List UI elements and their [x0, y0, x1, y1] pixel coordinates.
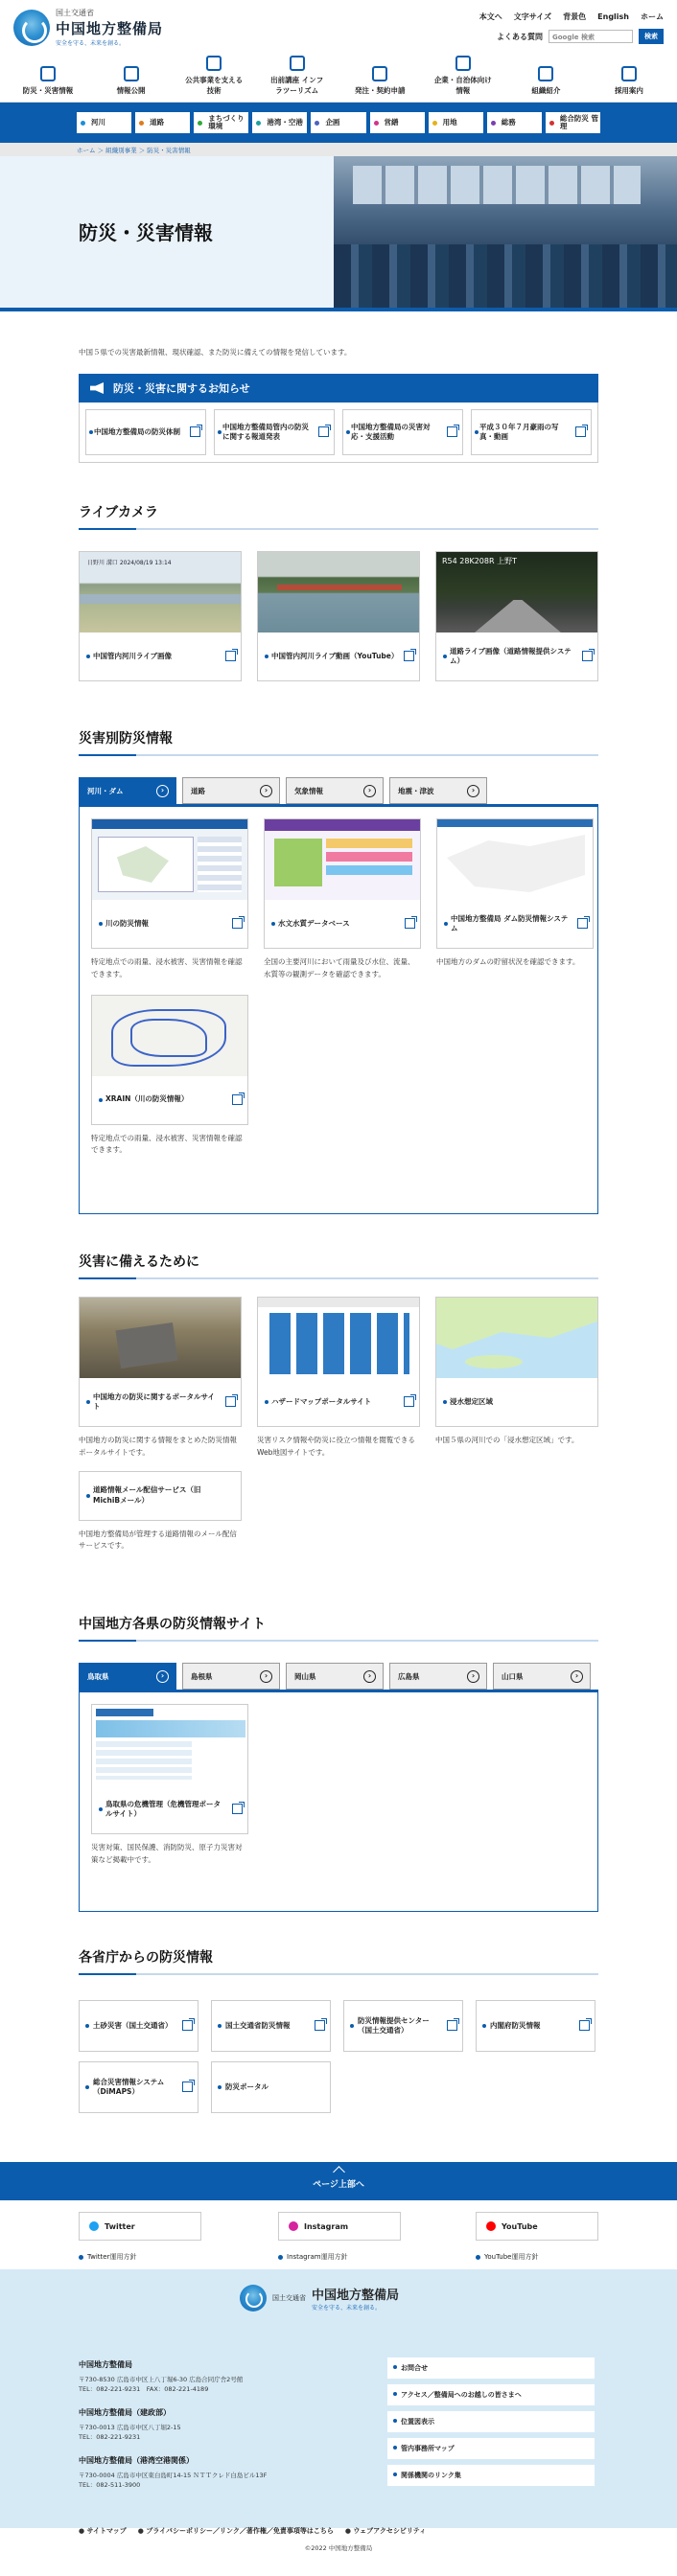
footer-link-access[interactable]: アクセス／整備局へのお越しの皆さまへ — [387, 2384, 595, 2405]
external-link-icon — [232, 918, 243, 929]
section-heading-live: ライブカメラ — [79, 502, 598, 530]
instagram-icon — [289, 2221, 298, 2231]
logo-mark-icon — [13, 10, 50, 46]
instagram-button[interactable]: Instagram — [278, 2212, 401, 2241]
site-header — [0, 0, 677, 53]
tab-hiroshima[interactable]: 広島県 › — [389, 1663, 487, 1690]
info-card[interactable]: 川の防災情報 — [91, 818, 248, 949]
faq-link[interactable]: よくある質問 — [497, 32, 543, 41]
category-6[interactable]: 営繕 — [370, 112, 425, 133]
category-dot-icon — [81, 121, 85, 126]
external-link-icon — [579, 2020, 590, 2031]
office-address: 中国地方整備局（建政部） 〒730-0013 広島市中区八丁堀2-15 TEL：082-221-9231 — [79, 2408, 181, 2442]
gnav-item-disaster[interactable]: 防災・災害情報 — [19, 53, 77, 102]
footer-link-related[interactable]: 関係機関のリンク集 — [387, 2465, 595, 2486]
tab-panel-tottori — [79, 1690, 598, 1912]
warning-icon — [40, 66, 56, 81]
company-icon — [455, 56, 471, 71]
section-heading-prepare: 災害に備えるために — [79, 1252, 598, 1279]
info-card[interactable]: 鳥取県の危機管理（危機管理ポータルサイト） — [91, 1704, 248, 1834]
live-camera-card[interactable]: 日野川 溝口 2024/08/19 13:14 中国管内河川ライブ画像 — [79, 551, 242, 681]
sitemap-link[interactable]: ● サイトマップ — [79, 2526, 127, 2536]
tab-river-dam[interactable]: 河川・ダム › — [79, 777, 176, 804]
breadcrumb[interactable]: ホーム ＞ 組織別事業 ＞ 防災・災害情報 — [0, 143, 677, 156]
bus-icon — [290, 56, 305, 71]
footer-link-contact[interactable]: お問合せ — [387, 2358, 595, 2379]
tab-okayama[interactable]: 岡山県 › — [286, 1663, 384, 1690]
intro-text: 中国５県での災害最新情報、現状確認、また防災に備えての情報を発信しています。 — [79, 348, 352, 356]
river-video-image — [258, 552, 419, 632]
external-link-icon — [447, 2020, 457, 2031]
info-card-desc: 中国地方のダムの貯留状況を確認できます。 — [436, 957, 580, 966]
info-card[interactable]: 中国地方の防災に関するポータルサイト — [79, 1297, 242, 1427]
info-card-desc: 中国地方の防災に関する情報をまとめた防災情報ポータルサイトです。 — [79, 1436, 237, 1457]
info-card[interactable]: 道路情報メール配信サービス（旧MichiBメール） — [79, 1471, 242, 1521]
category-dot-icon — [374, 121, 379, 126]
notice-link[interactable]: 中国地方整備局の災害対応・支援活動 — [342, 409, 463, 455]
gnav-item-lecture[interactable]: 出前講座 インフラツーリズム — [268, 53, 326, 102]
util-link-home[interactable]: ホーム — [641, 12, 664, 21]
notice-title: 防災・災害に関するお知らせ — [113, 382, 250, 395]
util-link-fontsize[interactable]: 文字サイズ — [513, 12, 552, 21]
external-link-icon — [404, 651, 414, 661]
youtube-icon — [486, 2221, 496, 2231]
section-heading-disaster: 災害別防災情報 — [79, 728, 598, 756]
disaster-site-photo — [80, 1298, 241, 1378]
external-link-icon — [225, 651, 236, 661]
tab-road[interactable]: 道路 › — [182, 777, 280, 804]
category-dot-icon — [256, 121, 261, 126]
footer-logo[interactable]: 国土交通省 中国地方整備局 安全を守る、未来を創る。 — [240, 2285, 399, 2312]
office-address: 中国地方整備局 〒730-8530 広島市中区上八丁堀6-30 広島合同庁舎2号館 TEL：082-221-9231 FAX：082-221-4189 — [79, 2360, 244, 2394]
twitter-policy-link[interactable]: Twitter運用方針 — [79, 2252, 136, 2262]
section-heading-prefectures: 中国地方各県の防災情報サイト — [79, 1614, 598, 1642]
page-top-button[interactable]: ページ上部へ — [0, 2162, 677, 2200]
accessibility-link[interactable]: ● ウェブアクセシビリティ — [345, 2526, 426, 2536]
info-card[interactable]: 中国地方整備局 ダム防災情報システム — [436, 818, 594, 949]
pen-icon — [372, 66, 387, 81]
category-dot-icon — [432, 121, 437, 126]
external-link-icon — [315, 2020, 325, 2031]
site-logo[interactable] — [13, 8, 163, 47]
instagram-policy-link[interactable]: Instagram運用方針 — [278, 2252, 348, 2262]
notice-link[interactable]: 中国地方整備局の防災体制 — [85, 409, 206, 455]
search-button[interactable]: 検索 — [639, 29, 664, 44]
twitter-button[interactable]: Twitter — [79, 2212, 201, 2241]
footer-bottom-nav — [79, 2526, 426, 2536]
office-address: 中国地方整備局（港湾空港関係） 〒730-0004 広島市中区東白島町14-15 ＮＴＴクレド白島ビル13F TEL：082-511-3900 — [79, 2456, 268, 2490]
search-input[interactable]: Google 検索 — [549, 30, 633, 43]
info-card[interactable]: ハザードマップポータルサイト — [257, 1297, 420, 1427]
info-card-desc: 中国５県の河川での「浸水想定区域」です。 — [435, 1436, 579, 1444]
road-camera-image: R54 28K208R 上野T — [436, 552, 597, 632]
external-link-icon — [447, 426, 457, 437]
ministry-link[interactable]: 防災ポータル — [211, 2061, 331, 2113]
youtube-button[interactable]: YouTube — [476, 2212, 598, 2241]
document-icon — [124, 66, 139, 81]
gnav-item-contract[interactable]: 発注・契約申請 — [351, 53, 409, 102]
external-link-icon — [232, 1804, 243, 1814]
external-link-icon — [182, 2082, 193, 2092]
live-camera-card[interactable]: 中国管内河川ライブ動画（YouTube） — [257, 551, 420, 681]
xrain-map-image — [92, 996, 247, 1076]
category-1[interactable]: 河川 — [77, 112, 131, 133]
hero-photo-disaster-room — [334, 156, 677, 311]
water-quality-db-image — [265, 819, 420, 900]
category-5[interactable]: 企画 — [311, 112, 365, 133]
info-card[interactable]: XRAIN（川の防災情報） — [91, 995, 248, 1125]
logo-mark-icon — [240, 2285, 267, 2312]
dam-system-map-image — [437, 819, 593, 900]
category-3[interactable]: まちづくり 環境 — [194, 112, 248, 133]
flood-area-map-image — [436, 1298, 597, 1378]
util-link-skip[interactable]: 本文へ — [479, 12, 502, 21]
category-8[interactable]: 総務 — [487, 112, 542, 133]
notice-box — [79, 374, 598, 463]
page-hero — [0, 156, 677, 311]
tab-weather[interactable]: 気象情報 › — [286, 777, 384, 804]
category-9[interactable]: 総合防災 管理 — [546, 112, 600, 133]
footer-link-location[interactable]: 位置図表示 — [387, 2411, 595, 2432]
river-info-map-image — [92, 819, 247, 900]
tottori-crisis-portal-image — [92, 1705, 247, 1785]
notice-link[interactable]: 平成３０年７月豪雨の写真・動画 — [471, 409, 592, 455]
ministry-link[interactable]: 防災情報提供センター（国土交通省） — [343, 2000, 463, 2052]
external-link-icon — [232, 1094, 243, 1105]
info-card-desc: 全国の主要河川において雨量及び水位、流量、水質等の観測データを確認できます。 — [264, 957, 415, 978]
youtube-policy-link[interactable]: YouTube運用方針 — [476, 2252, 538, 2262]
live-camera-card[interactable]: R54 28K208R 上野T 道路ライブ画像（道路情報提供システム） — [435, 551, 598, 681]
gnav-item-organization[interactable]: 組織紹介 — [517, 53, 574, 102]
category-dot-icon — [491, 121, 496, 126]
person-icon — [621, 66, 637, 81]
org-chart-icon — [538, 66, 553, 81]
logo-org-small: 国土交通省 — [56, 9, 94, 17]
info-card-desc: 特定地点での雨量、浸水被害、災害情報を確認できます。 — [91, 1133, 243, 1155]
hazard-map-portal-image — [258, 1298, 419, 1378]
global-nav — [0, 53, 677, 103]
external-link-icon — [582, 651, 593, 661]
external-link-icon — [405, 918, 415, 929]
copyright: ©2022 中国地方整備局 — [304, 2544, 373, 2552]
sns-area — [0, 2200, 677, 2269]
util-link-bgcolor[interactable]: 背景色 — [563, 12, 587, 21]
ministry-link[interactable]: 総合災害情報システム（DiMAPS） — [79, 2061, 198, 2113]
category-bar — [0, 103, 677, 143]
info-card-desc: 特定地点での雨量、浸水被害、災害情報を確認できます。 — [91, 957, 243, 978]
category-dot-icon — [315, 121, 319, 126]
tab-panel-river-dam — [79, 804, 598, 1214]
info-card[interactable]: 浸水想定区域 — [435, 1297, 598, 1427]
footer-link-office-map[interactable]: 管内事務所マップ — [387, 2438, 595, 2459]
external-link-icon — [404, 1396, 414, 1407]
info-card-desc: 災害リスク情報や防災に役立つ情報を閲覧できるWeb地図サイトです。 — [257, 1436, 415, 1457]
twitter-icon — [89, 2221, 99, 2231]
tab-earthquake[interactable]: 地震・津波 › — [389, 777, 487, 804]
logo-tagline: 安全を守る、未来を創る。 — [56, 40, 126, 47]
external-link-icon — [182, 2020, 193, 2031]
external-link-icon — [577, 918, 588, 929]
section-heading-ministries: 各省庁からの防災情報 — [79, 1947, 598, 1975]
ministry-link[interactable]: 土砂災害（国土交通省） — [79, 2000, 198, 2052]
category-2[interactable]: 道路 — [135, 112, 190, 133]
info-card[interactable]: 水文水質データベース — [264, 818, 421, 949]
category-dot-icon — [139, 121, 144, 126]
tab-yamaguchi[interactable]: 山口県 › — [493, 1663, 591, 1690]
external-link-icon — [575, 426, 586, 437]
info-card-desc: 中国地方整備局が管理する道路情報のメール配信サービスです。 — [79, 1529, 237, 1551]
category-dot-icon — [198, 121, 202, 126]
tab-shimane[interactable]: 島根県 › — [182, 1663, 280, 1690]
ministry-link[interactable]: 内閣府防災情報 — [476, 2000, 595, 2052]
util-link-english[interactable]: English — [597, 12, 629, 21]
gnav-item-recruit[interactable]: 採用案内 — [600, 53, 658, 102]
category-7[interactable]: 用地 — [429, 112, 483, 133]
category-dot-icon — [549, 121, 554, 126]
category-4[interactable]: 港湾・空港 — [252, 112, 307, 133]
page-title: 防災・災害情報 — [79, 221, 213, 244]
utility-nav — [479, 12, 664, 22]
tab-tottori[interactable]: 鳥取県 › — [79, 1663, 176, 1690]
notice-link[interactable]: 中国地方整備局管内の防災に関する報道発表 — [214, 409, 335, 455]
megaphone-icon — [90, 382, 104, 394]
external-link-icon — [318, 426, 329, 437]
river-camera-image: 日野川 溝口 2024/08/19 13:14 — [80, 552, 241, 632]
building-icon — [206, 56, 222, 71]
external-link-icon — [190, 426, 200, 437]
ministry-link[interactable]: 国土交通省防災情報 — [211, 2000, 331, 2052]
privacy-link[interactable]: ● プライバシーポリシー／リンク／著作権／免責事項等はこちら — [138, 2526, 334, 2536]
gnav-item-technology[interactable]: 公共事業を支える技術 — [185, 53, 243, 102]
info-card-desc: 災害対策、国民保護、消防防災、原子力災害対策など掲載中です。 — [91, 1843, 243, 1864]
gnav-item-disclosure[interactable]: 情報公開 — [103, 53, 160, 102]
external-link-icon — [225, 1396, 236, 1407]
site-footer — [0, 2269, 677, 2528]
logo-org-name: 中国地方整備局 — [56, 20, 164, 37]
gnav-item-business[interactable]: 企業・自治体向け情報 — [434, 53, 492, 102]
